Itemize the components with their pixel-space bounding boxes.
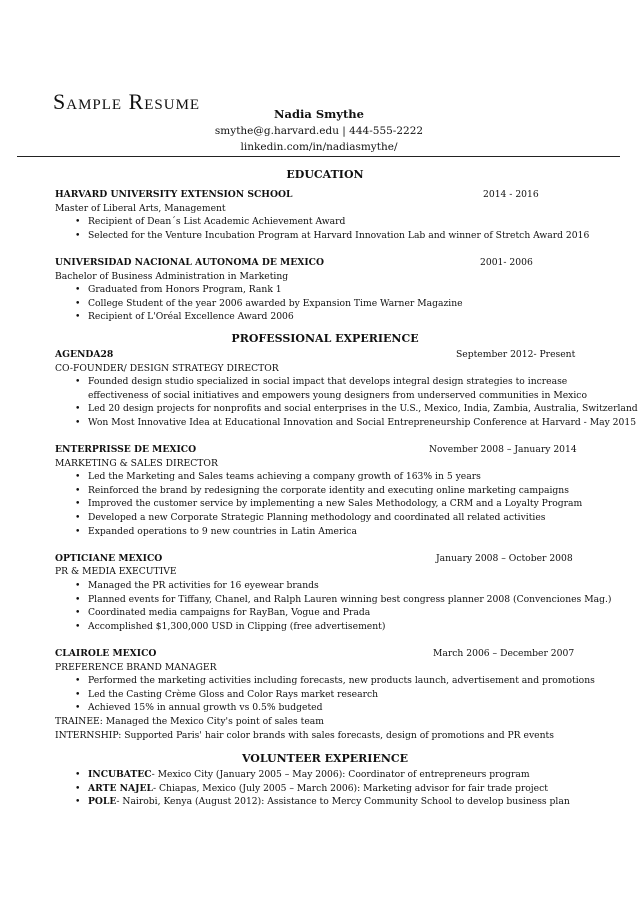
list-item: • Recipient of L'Oréal Excellence Award 2006 [88,310,595,324]
job-entry [55,647,595,742]
list-item: • Founded design studio specialized in social impact that develops integral design strategies to increase effectiveness of social initiatives and empowers young designers from underserved communities in Mexico [88,375,595,402]
list-item: • Planned events for Tiffany, Chanel, and Ralph Lauren winning best congress planner 2008 (Convenciones Mag.) [88,593,595,607]
education-heading: EDUCATION [286,168,364,181]
list-item: • Achieved 15% in annual growth vs 0.5% budgeted [88,701,595,715]
job-entry [55,443,595,538]
volunteer-org: INCUBATEC [88,769,152,781]
list-item [88,782,595,796]
degree: Bachelor of Business Administration in Marketing [55,270,289,282]
list-item: • Graduated from Honors Program, Rank 1 [88,283,595,297]
list-item: • Led the Marketing and Sales teams achieving a company growth of 163% in 5 years [88,470,595,484]
linkedin-url: linkedin.com/in/nadiasmythe/ [240,141,398,153]
list-item: • Performed the marketing activities including forecasts, new products launch, advertisement and promotions [88,674,595,688]
candidate-name: Nadia Smythe [274,107,364,121]
list-item: • Accomplished $1,300,000 USD in Clipping (free advertisement) [88,620,595,634]
volunteer-list [55,768,595,809]
volunteer-heading: VOLUNTEER EXPERIENCE [241,752,409,766]
list-item: • College Student of the year 2006 awarded by Expansion Time Warner Magazine [88,297,595,311]
job-role: PREFERENCE BRAND MANAGER [55,661,217,673]
list-item: • Developed a new Corporate Strategic Planning methodology and coordinated all related activities [88,511,595,525]
company-name: CLAIROLE MEXICO [55,648,157,659]
contact-line: smythe@g.harvard.edu | 444-555-2222 [214,125,424,137]
volunteer-org: POLE [88,796,117,808]
list-item: • Expanded operations to 9 new countries in Latin America [88,525,595,539]
volunteer-detail: - Chiapas, Mexico (July 2005 – March 2006): Marketing advisor for fair trade project [152,782,548,794]
job-entry [55,552,612,634]
sample-resume-heading: Sample Resume [53,89,201,114]
degree: Master of Liberal Arts, Management [55,202,226,214]
list-item: • Coordinated media campaigns for RayBan, Vogue and Prada [88,606,595,620]
volunteer-detail: - Nairobi, Kenya (August 2012): Assistance to Mercy Community School to develop business plan [116,796,570,808]
resume-body [55,168,638,809]
school-dates: 2001- 2006 [480,256,533,268]
education-entry [55,188,595,242]
education-entry [55,256,595,324]
school-dates: 2014 - 2016 [483,189,539,200]
list-item: • Recipient of Dean´s List Academic Achievement Award [88,215,595,229]
job-role: CO-FOUNDER/ DESIGN STRATEGY DIRECTOR [55,362,279,374]
job-dates: September 2012- Present [456,348,576,360]
job-role: MARKETING & SALES DIRECTOR [55,457,218,469]
header-divider [17,156,620,157]
list-item: • Led 20 design projects for nonprofits and social enterprises in the U.S., Mexico, India, Zambia, Australia, Switzerland [88,402,595,416]
list-item: • Improved the customer service by implementing a new Sales Methodology, a CRM and a Loyalty Program [88,497,595,511]
volunteer-org: ARTE NAJEL [88,782,153,794]
company-name: AGENDA28 [55,348,114,360]
company-name: ENTERPRISSE DE MEXICO [55,444,197,456]
list-item: • Led the Casting Crème Gloss and Color Rays market research [88,688,595,702]
list-item: • Selected for the Venture Incubation Program at Harvard Innovation Lab and winner of Stretch Award 2016 [88,229,595,243]
school-name: UNIVERSIDAD NACIONAL AUTONOMA DE MEXICO [55,256,324,268]
list-item: • Reinforced the brand by redesigning the corporate identity and executing online marketing campaigns [88,484,595,498]
list-item [88,768,595,782]
job-dates: March 2006 – December 2007 [433,648,575,659]
trainee-line: TRAINEE: Managed the Mexico City's point of sales team [55,715,324,727]
volunteer-detail: - Mexico City (January 2005 – May 2006): Coordinator of entrepreneurs program [151,769,530,781]
job-dates: November 2008 – January 2014 [429,444,577,456]
internship-line: INTERNSHIP: Supported Paris' hair color brands with sales forecasts, design of promotions and PR events [55,729,554,741]
job-entry [55,348,638,430]
job-role: PR & MEDIA EXECUTIVE [55,566,177,578]
experience-heading: PROFESSIONAL EXPERIENCE [231,331,419,345]
school-name: HARVARD UNIVERSITY EXTENSION SCHOOL [55,189,293,200]
list-item [88,795,595,809]
list-item: • Won Most Innovative Idea at Educational Innovation and Social Entrepreneurship Conference at Harvard - May 2015 [88,416,595,430]
list-item: • Managed the PR activities for 16 eyewear brands [88,579,595,593]
job-dates: January 2008 – October 2008 [436,552,573,564]
company-name: OPTICIANE MEXICO [55,552,163,564]
